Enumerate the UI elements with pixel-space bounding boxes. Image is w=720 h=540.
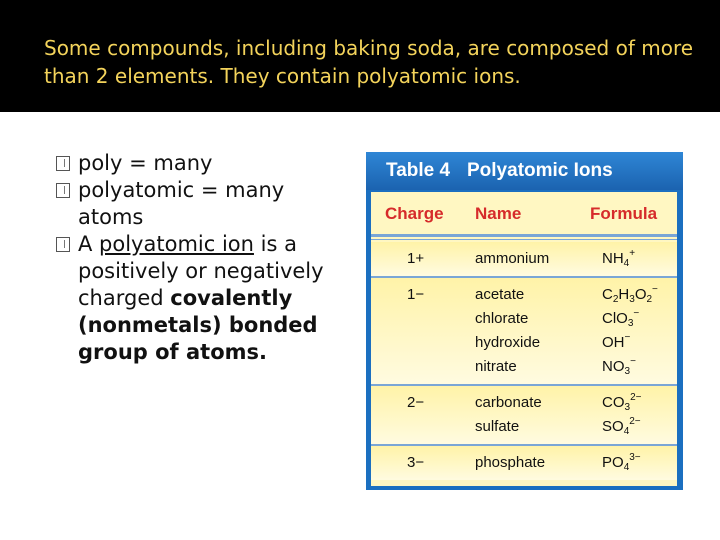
bullet-text: atoms <box>78 205 144 229</box>
bullet-item <box>56 231 356 366</box>
bullet-text: poly = many <box>78 151 213 175</box>
formula-cell <box>602 331 630 355</box>
bullet-box-icon <box>56 156 70 171</box>
column-header-name: Name <box>475 204 522 223</box>
formula-part: ClO <box>602 310 628 327</box>
polyatomic-ions-table <box>366 152 683 490</box>
formula-cell <box>602 283 658 307</box>
formula-part: 2− <box>630 392 642 403</box>
formula-part: 3 <box>624 366 631 377</box>
formula-part: 4 <box>623 258 630 269</box>
table-body <box>371 192 677 486</box>
bullet-text: charged <box>78 286 171 310</box>
slide-title: Some compounds, including baking soda, are composed of more than 2 elements. They contain polyatomic ions. <box>44 36 694 88</box>
bullet-text: positively or negatively <box>78 259 324 283</box>
bullet-item <box>56 150 356 177</box>
bullet-item <box>56 177 356 231</box>
formula-part: 3 <box>627 318 634 329</box>
name-cell: ammonium <box>475 250 550 267</box>
formula-part: O <box>634 286 647 303</box>
column-header-formula: Formula <box>590 204 658 223</box>
column-header-charge: Charge <box>385 204 444 223</box>
name-cell: sulfate <box>475 418 520 435</box>
formula-part: 3 <box>629 294 635 305</box>
formula-part: OH <box>602 334 625 351</box>
formula-part: 4 <box>623 426 630 437</box>
bullet-text: is a <box>253 232 297 256</box>
formula-part: C <box>602 286 613 303</box>
bullet-text: polyatomic = many <box>78 178 285 202</box>
formula-part: + <box>629 248 636 259</box>
formula-part: PO <box>602 454 624 471</box>
polyatomic-ion-term: polyatomic ion <box>99 232 254 256</box>
bullet-text: A <box>78 232 100 256</box>
formula-part: 4 <box>623 462 630 473</box>
formula-part: − <box>630 356 636 367</box>
formula-part: SO <box>602 418 624 435</box>
charge-cell: 2− <box>407 394 425 411</box>
table-number: Table 4 <box>386 160 451 181</box>
formula-cell <box>602 451 641 475</box>
name-cell: acetate <box>475 286 525 303</box>
name-cell: chlorate <box>475 310 529 327</box>
bullet-box-icon <box>56 183 70 198</box>
name-cell: carbonate <box>475 394 542 411</box>
charge-cell: 1+ <box>407 250 425 267</box>
name-cell: hydroxide <box>475 334 541 351</box>
bold-term: (nonmetals) bonded <box>78 313 318 337</box>
name-cell: nitrate <box>475 358 517 375</box>
formula-part: − <box>652 284 658 295</box>
bullet-list <box>56 150 356 366</box>
formula-part: NO <box>602 358 625 375</box>
charge-cell: 3− <box>407 454 425 471</box>
bold-term: covalently <box>170 286 293 310</box>
formula-cell <box>602 391 641 415</box>
header-divider <box>371 239 677 240</box>
formula-part: 2− <box>629 416 641 427</box>
slide-header <box>0 0 720 112</box>
formula-cell <box>602 307 639 331</box>
table-title: Polyatomic Ions <box>467 160 613 181</box>
formula-cell <box>602 355 636 379</box>
formula-part: 2 <box>646 294 653 305</box>
formula-part: 3 <box>624 402 631 413</box>
formula-cell <box>602 415 641 439</box>
formula-part: NH <box>602 250 624 267</box>
header-divider <box>371 234 677 237</box>
formula-part: CO <box>602 394 625 411</box>
formula-part: − <box>633 308 640 319</box>
formula-part: H <box>618 286 630 303</box>
name-cell: phosphate <box>475 454 546 471</box>
formula-part: 2 <box>612 294 619 305</box>
formula-cell <box>602 247 635 271</box>
formula-part: 3− <box>629 452 641 463</box>
bold-term: group of atoms. <box>78 340 267 364</box>
charge-cell: 1− <box>407 286 425 303</box>
table-title-bar <box>366 152 683 190</box>
bullet-box-icon <box>56 237 70 252</box>
formula-part: − <box>624 332 631 343</box>
